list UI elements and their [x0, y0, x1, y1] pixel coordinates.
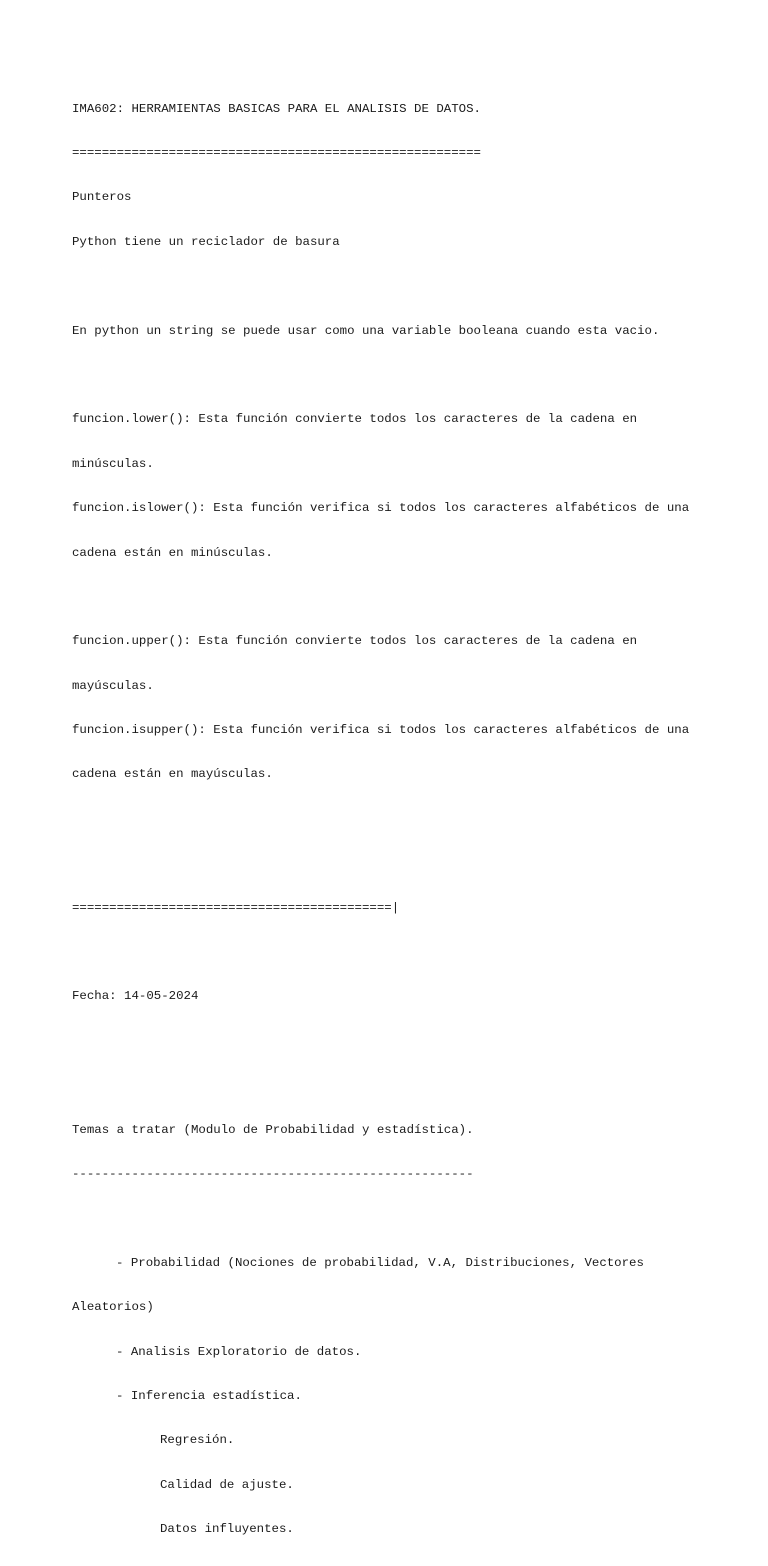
blank-line [72, 279, 732, 294]
topics-rule: ------------------------------------------------------ [72, 1166, 474, 1181]
blank-line [72, 1034, 732, 1049]
intro-line: Python tiene un reciclador de basura [72, 234, 340, 249]
intro-line: Punteros [72, 190, 132, 205]
islower-description-cont: cadena están en minúsculas. [72, 545, 273, 560]
section-rule: ===========================================| [72, 900, 400, 915]
upper-description-cont: mayúsculas. [72, 678, 154, 693]
title-rule: ======================================================= [72, 145, 481, 160]
subtopic-item: Calidad de ajuste. [160, 1477, 294, 1492]
blank-line [72, 590, 732, 605]
upper-description: funcion.upper(): Esta función convierte todos los caracteres de la cadena en [72, 634, 638, 649]
subtopic-item: Datos influyentes. [160, 1522, 294, 1537]
string-note: En python un string se puede usar como una variable booleana cuando esta vacio. [72, 323, 660, 338]
lower-description-cont: minúsculas. [72, 456, 154, 471]
isupper-description: funcion.isupper(): Esta función verifica si todos los caracteres alfabéticos de una [72, 723, 690, 738]
topic-item: - Inferencia estadística. [116, 1388, 302, 1403]
topic-item: - Probabilidad (Nociones de probabilidad, V.A, Distribuciones, Vectores [116, 1255, 644, 1270]
islower-description: funcion.islower(): Esta función verifica si todos los caracteres alfabéticos de una [72, 501, 690, 516]
document-text[interactable] [72, 72, 732, 1566]
blank-line [72, 945, 732, 960]
blank-line [72, 1078, 732, 1093]
blank-line [72, 856, 732, 871]
blank-line [72, 1211, 732, 1226]
lower-description: funcion.lower(): Esta función convierte todos los caracteres de la cadena en [72, 412, 638, 427]
topic-item: - Analisis Exploratorio de datos. [116, 1344, 362, 1359]
date-line: Fecha: 14-05-2024 [72, 989, 199, 1004]
topic-item-cont: Aleatorios) [72, 1300, 154, 1315]
topics-heading: Temas a tratar (Modulo de Probabilidad y estadística). [72, 1122, 474, 1137]
blank-line [72, 812, 732, 827]
isupper-description-cont: cadena están en mayúsculas. [72, 767, 273, 782]
blank-line [72, 368, 732, 383]
subtopic-item: Regresión. [160, 1433, 235, 1448]
document-title: IMA602: HERRAMIENTAS BASICAS PARA EL ANALISIS DE DATOS. [72, 101, 481, 116]
